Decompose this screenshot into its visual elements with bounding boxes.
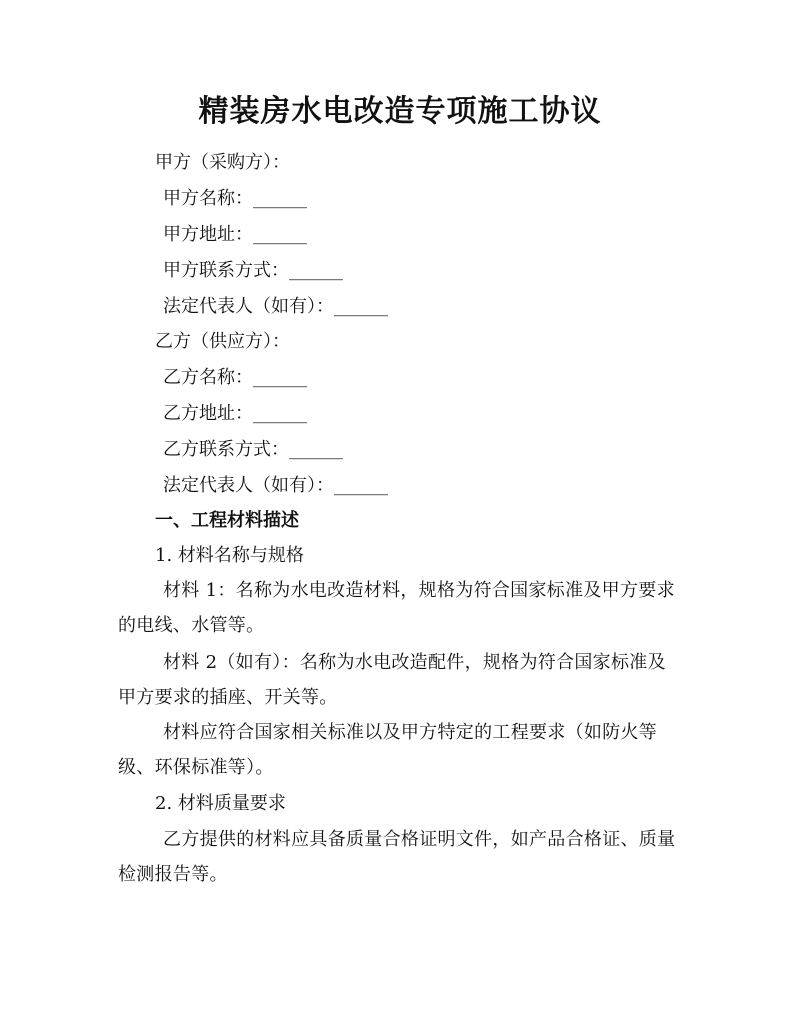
section-1-subheading-1: 1. 材料名称与规格 [155, 545, 304, 566]
party-a-contact: 甲方联系方式：______ [163, 260, 343, 281]
party-b-address: 乙方地址：______ [163, 403, 307, 424]
party-a-heading: 甲方（采购方）： [155, 152, 290, 173]
standard-note-paragraph: 材料应符合国家相关标准以及甲方特定的工程要求（如防火等级、环保标准等）。 [118, 722, 658, 778]
party-b-rep: 法定代表人（如有）：______ [163, 475, 388, 496]
material-1-paragraph: 材料 1：名称为水电改造材料，规格为符合国家标准及甲方要求的电线、水管等。 [118, 580, 675, 636]
party-a-name: 甲方名称：______ [163, 188, 307, 209]
party-b-name: 乙方名称：______ [163, 367, 307, 388]
party-b-heading: 乙方（供应方）： [155, 331, 290, 352]
document-title: 精装房水电改造专项施工协议 [198, 94, 602, 129]
section-1-subheading-2: 2. 材料质量要求 [155, 793, 286, 814]
party-b-contact: 乙方联系方式：______ [163, 439, 343, 460]
material-2-paragraph: 材料 2（如有）：名称为水电改造配件，规格为符合国家标准及甲方要求的插座、开关等。 [118, 652, 666, 708]
section-1-heading: 一、工程材料描述 [155, 510, 299, 531]
party-a-rep: 法定代表人（如有）：______ [163, 296, 388, 317]
party-a-address: 甲方地址：______ [163, 224, 307, 245]
quality-note-paragraph: 乙方提供的材料应具备质量合格证明文件，如产品合格证、质量检测报告等。 [118, 829, 676, 885]
